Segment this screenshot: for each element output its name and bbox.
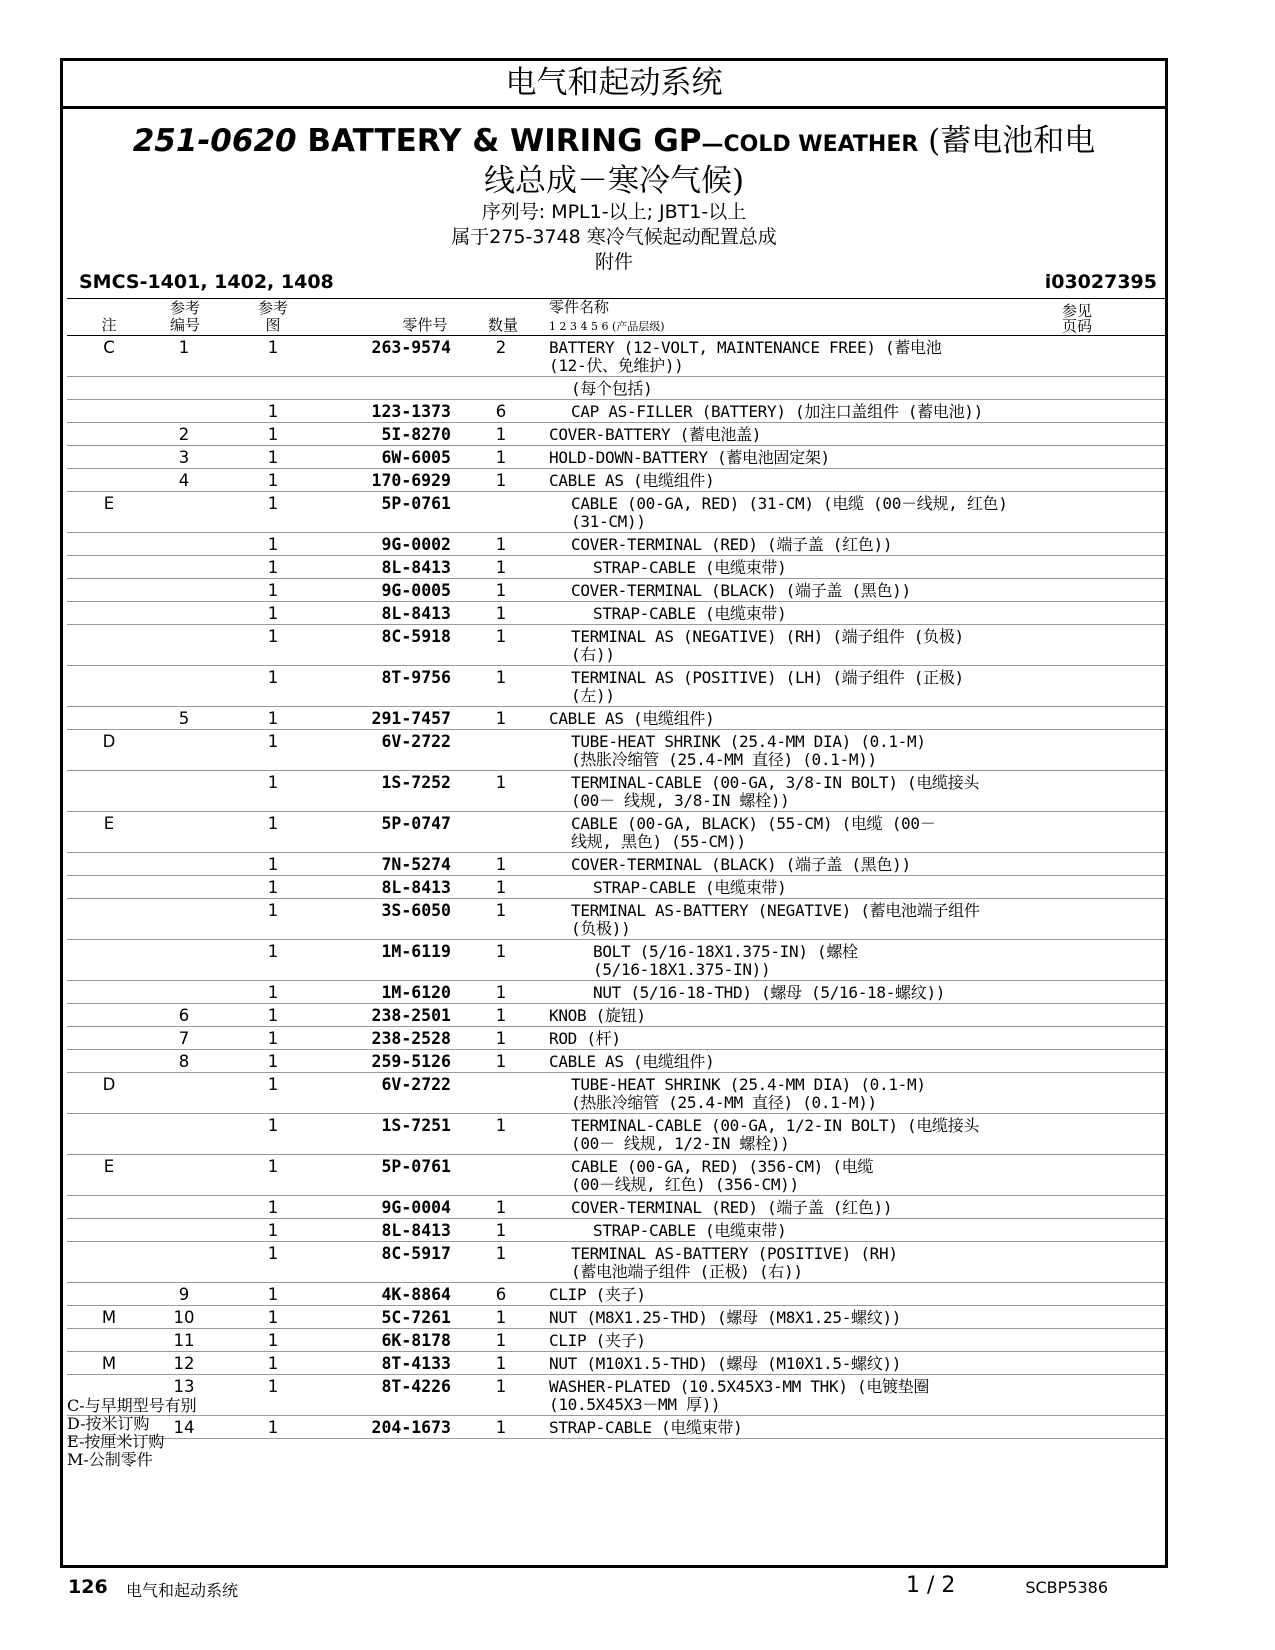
row-qty: 1 [495,1116,507,1135]
legend-item: E-按厘米订购 [67,1432,165,1451]
row-qty: 1 [495,878,507,897]
legend-item: D-按米订购 [67,1414,150,1433]
header-page-2: 页码 [1061,317,1092,335]
row-qty: 1 [495,1029,507,1048]
row-qty: 1 [495,1052,507,1071]
row-ref-no: 11 [173,1331,195,1350]
row-qty: 1 [495,448,507,467]
row-description [549,774,1085,810]
header-ref-no-2: 编号 [169,316,200,334]
row-fig: 1 [267,1377,279,1396]
row-part-number: 9G-0002 [381,535,451,554]
row-part-number: 5P-0761 [381,1157,451,1176]
row-description [549,403,1085,421]
row-description [549,1355,1085,1373]
header-fig-2: 图 [265,316,281,334]
table-row [67,1375,1165,1416]
row-description-line1: HOLD-DOWN-BATTERY (蓄电池固定架) [549,448,830,467]
row-fig: 1 [267,425,279,444]
row-description-line2: (31-CM)) [571,512,646,531]
row-fig: 1 [267,732,279,751]
row-part-number: 3S-6050 [381,901,451,920]
row-description [549,1222,1085,1240]
row-ref-no: 3 [178,448,190,467]
row-fig: 1 [267,581,279,600]
row-note: D [102,1075,116,1094]
row-qty: 1 [495,1377,507,1396]
row-fig: 1 [267,1052,279,1071]
row-description-line2: (右)) [571,645,615,664]
row-part-number: 8L-8413 [381,878,451,897]
table-row [67,625,1165,666]
table-row [67,666,1165,707]
row-part-number: 9G-0005 [381,581,451,600]
row-part-number: 8L-8413 [381,604,451,623]
row-description-line2: (00－ 线规, 3/8-IN 螺栓)) [571,791,790,810]
row-fig: 1 [267,1029,279,1048]
serial-line: 序列号: MPL1-以上; JBT1-以上 [481,201,747,223]
row-ref-no: 14 [173,1418,195,1437]
row-description [549,1245,1085,1281]
row-qty: 1 [495,1308,507,1327]
row-description-line1: CLIP (夹子) [549,1285,646,1304]
row-description [549,582,1085,600]
row-part-number: 291-7457 [371,709,451,728]
row-description [549,815,1085,851]
row-note: E [103,494,115,513]
row-qty: 1 [495,855,507,874]
row-description-line2: 线规, 黑色) (55-CM)) [571,832,746,851]
table-row [67,469,1165,492]
row-ref-no: 4 [178,471,190,490]
table-row [67,1027,1165,1050]
row-description [549,733,1085,769]
row-fig: 1 [267,535,279,554]
table-row [67,707,1165,730]
row-description-line2: (热胀冷缩管 (25.4-MM 直径) (0.1-M)) [571,1093,877,1112]
table-row [67,400,1165,423]
row-fig: 1 [267,855,279,874]
table-row [67,1114,1165,1155]
row-part-number: 6K-8178 [381,1331,451,1350]
table-row [67,377,1165,400]
table-row [67,556,1165,579]
row-description-line2: (热胀冷缩管 (25.4-MM 直径) (0.1-M)) [571,750,877,769]
row-qty: 1 [495,535,507,554]
group-suffix: —COLD WEATHER [701,132,919,157]
row-part-number: 9G-0004 [381,1198,451,1217]
row-fig: 1 [267,448,279,467]
row-description-line1: CABLE AS (电缆组件) [549,709,715,728]
row-part-number: 7N-5274 [381,855,451,874]
row-description-line1: STRAP-CABLE (电缆束带) [593,1221,787,1240]
row-note: M [101,1308,117,1327]
row-description [549,1158,1085,1194]
table-row [67,771,1165,812]
row-part-number: 6V-2722 [381,1075,451,1094]
row-fig: 1 [267,709,279,728]
row-part-number: 259-5126 [371,1052,451,1071]
row-description [549,984,1085,1002]
row-description-line1: (每个包括) [571,379,653,398]
table-row [67,1352,1165,1375]
row-description [549,1117,1085,1153]
group-cn-line1: (蓄电池和电 [918,123,1096,159]
row-description-line1: COVER-BATTERY (蓄电池盖) [549,425,762,444]
row-description-line1: COVER-TERMINAL (BLACK) (端子盖 (黑色)) [571,855,911,874]
row-description-line2: (负极)) [571,919,631,938]
table-row [67,533,1165,556]
row-fig: 1 [267,604,279,623]
row-description-line1: COVER-TERMINAL (RED) (端子盖 (红色)) [571,1198,893,1217]
table-row [67,1050,1165,1073]
row-description-line1: CAP AS-FILLER (BATTERY) (加注口盖组件 (蓄电池)) [571,402,983,421]
row-ref-no: 1 [178,338,190,357]
table-row [67,336,1165,377]
row-qty: 1 [495,942,507,961]
row-fig: 1 [267,1157,279,1176]
row-description-line2: (5/16-18X1.375-IN)) [593,960,771,979]
row-description-line1: NUT (5/16-18-THD) (螺母 (5/16-18-螺纹)) [593,983,946,1002]
row-qty: 6 [495,1285,507,1304]
row-description [549,1076,1085,1112]
row-description-line1: COVER-TERMINAL (BLACK) (端子盖 (黑色)) [571,581,911,600]
section-title: 电气和起动系统 [63,61,1165,109]
row-description-line1: CLIP (夹子) [549,1331,646,1350]
row-fig: 1 [267,1221,279,1240]
row-description [549,536,1085,554]
row-description-line1: TERMINAL AS-BATTERY (NEGATIVE) (蓄电池端子组件 [571,901,980,920]
row-qty: 1 [495,1006,507,1025]
page-frame [60,58,1168,1568]
row-qty: 1 [495,901,507,920]
row-description [549,1419,1085,1437]
row-description-line1: WASHER-PLATED (10.5X45X3-MM THK) (电镀垫圈 [549,1377,930,1396]
row-part-number: 8T-4226 [381,1377,451,1396]
row-description-line1: ROD (杆) [549,1029,621,1048]
row-description-line1: STRAP-CABLE (电缆束带) [549,1418,743,1437]
row-fig: 1 [267,1308,279,1327]
row-fig: 1 [267,1116,279,1135]
table-row [67,730,1165,771]
row-description [549,943,1085,979]
row-note: E [103,814,115,833]
table-header [67,299,1165,336]
row-description-line1: BATTERY (12-VOLT, MAINTENANCE FREE) (蓄电池 [549,338,942,357]
row-description [549,1286,1085,1304]
row-description [549,559,1085,577]
row-description-line1: TERMINAL AS (POSITIVE) (LH) (端子组件 (正极) [571,668,964,687]
row-part-number: 5P-0761 [381,494,451,513]
row-part-number: 8L-8413 [381,1221,451,1240]
row-description-line1: COVER-TERMINAL (RED) (端子盖 (红色)) [571,535,893,554]
row-qty: 1 [495,1331,507,1350]
row-description [549,710,1085,728]
header-page-1: 参见 [1061,302,1092,320]
row-description-line1: CABLE (00-GA, BLACK) (55-CM) (电缆 (00－ [571,814,936,833]
row-description [549,1199,1085,1217]
part-of-line: 属于275-3748 寒冷气候起动配置总成 [451,226,777,248]
row-qty: 1 [495,581,507,600]
footer-title: 电气和起动系统 [126,1581,239,1600]
row-description [549,339,1085,375]
row-qty: 1 [495,1418,507,1437]
row-qty: 1 [495,1354,507,1373]
row-part-number: 4K-8864 [381,1285,451,1304]
group-cn-line2: 线总成－寒冷气候) [483,163,745,199]
row-description-line2: (蓄电池端子组件 (正极) (右)) [571,1262,803,1281]
row-ref-no: 6 [178,1006,190,1025]
row-part-number: 204-1673 [371,1418,451,1437]
row-ref-no: 2 [178,425,190,444]
row-fig: 1 [267,558,279,577]
header-qty: 数量 [487,316,518,334]
row-description-line1: TUBE-HEAT SHRINK (25.4-MM DIA) (0.1-M) [571,732,926,751]
row-description [549,1007,1085,1025]
row-qty: 1 [495,668,507,687]
row-qty: 1 [495,983,507,1002]
row-ref-no: 5 [178,709,190,728]
row-part-number: 8T-4133 [381,1354,451,1373]
header-part-name: 零件名称 [549,298,610,316]
group-header [63,109,1165,274]
row-ref-no: 13 [173,1377,195,1396]
row-description [549,902,1085,938]
row-fig: 1 [267,773,279,792]
row-part-number: 5C-7261 [381,1308,451,1327]
row-fig: 1 [267,983,279,1002]
row-description-line1: TERMINAL AS (NEGATIVE) (RH) (端子组件 (负极) [571,627,964,646]
row-description-line1: CABLE AS (电缆组件) [549,1052,715,1071]
table-row [67,423,1165,446]
smcs-codes: SMCS-1401, 1402, 1408 [79,271,334,293]
row-description [549,380,1085,398]
row-part-number: 6W-6005 [381,448,451,467]
row-fig: 1 [267,668,279,687]
row-description-line1: NUT (M8X1.25-THD) (螺母 (M8X1.25-螺纹)) [549,1308,902,1327]
row-part-number: 5P-0747 [381,814,451,833]
row-qty: 1 [495,558,507,577]
row-fig: 1 [267,878,279,897]
row-part-number: 238-2501 [371,1006,451,1025]
row-description-line1: TERMINAL-CABLE (00-GA, 3/8-IN BOLT) (电缆接头 [571,773,980,792]
row-qty: 1 [495,1244,507,1263]
parts-table [67,298,1165,1439]
group-name: BATTERY & WIRING GP [307,123,702,159]
page-number: 126 [68,1576,108,1598]
row-part-number: 170-6929 [371,471,451,490]
row-note: C [103,338,115,357]
row-description-line1: TERMINAL-CABLE (00-GA, 1/2-IN BOLT) (电缆接头 [571,1116,980,1135]
row-fig: 1 [267,1075,279,1094]
row-fig: 1 [267,627,279,646]
row-part-number: 238-2528 [371,1029,451,1048]
row-fig: 1 [267,338,279,357]
row-note: M [101,1354,117,1373]
row-description-line2: (10.5X45X3－MM 厚)) [549,1395,721,1414]
row-description-line1: TERMINAL AS-BATTERY (POSITIVE) (RH) [571,1244,898,1263]
row-part-number: 1S-7251 [381,1116,451,1135]
row-qty: 1 [495,1198,507,1217]
row-part-number: 1M-6120 [381,983,451,1002]
row-note: D [102,732,116,751]
row-fig: 1 [267,402,279,421]
row-fig: 1 [267,901,279,920]
row-description [549,1309,1085,1327]
row-part-number: 5I-8270 [381,425,451,444]
legend [67,1397,197,1469]
row-description-line1: CABLE (00-GA, RED) (31-CM) (电缆 (00－线规, 红色) [571,494,1008,513]
table-row [67,1196,1165,1219]
row-description-line2: (12-伏、免维护)) [549,356,684,375]
row-ref-no: 10 [173,1308,195,1327]
row-description-line1: BOLT (5/16-18X1.375-IN) (螺栓 [593,942,858,961]
header-note: 注 [101,316,117,334]
table-row [67,1073,1165,1114]
table-row [67,492,1165,533]
row-description-line1: STRAP-CABLE (电缆束带) [593,878,787,897]
table-row [67,579,1165,602]
row-part-number: 8L-8413 [381,558,451,577]
row-description [549,1053,1085,1071]
table-row [67,1329,1165,1352]
group-number: 251-0620 [132,123,297,159]
row-description-line1: CABLE (00-GA, RED) (356-CM) (电缆 [571,1157,874,1176]
row-description [549,669,1085,705]
row-description-line1: CABLE AS (电缆组件) [549,471,715,490]
row-part-number: 8T-9756 [381,668,451,687]
legend-item: C-与早期型号有别 [67,1396,197,1415]
table-row [67,1306,1165,1329]
reference-id: i03027395 [1044,271,1157,293]
row-description [549,605,1085,623]
table-row [67,1283,1165,1306]
row-part-number: 1S-7252 [381,773,451,792]
group-title [63,109,1165,200]
row-ref-no: 12 [173,1354,195,1373]
header-levels: 1 2 3 4 5 6 (产品层级) [549,320,665,333]
row-fig: 1 [267,1006,279,1025]
row-fig: 1 [267,471,279,490]
row-note: E [103,1157,115,1176]
row-fig: 1 [267,494,279,513]
table-row [67,602,1165,625]
table-row [67,812,1165,853]
row-description-line2: (左)) [571,686,615,705]
row-part-number: 123-1373 [371,402,451,421]
row-part-number: 8C-5917 [381,1244,451,1263]
row-description [549,495,1085,531]
row-description [549,856,1085,874]
row-description-line1: NUT (M10X1.5-THD) (螺母 (M10X1.5-螺纹)) [549,1354,902,1373]
table-row [67,1416,1165,1439]
row-part-number: 6V-2722 [381,732,451,751]
table-row [67,981,1165,1004]
row-description-line1: STRAP-CABLE (电缆束带) [593,604,787,623]
attach-line: 附件 [594,251,633,273]
row-description [549,879,1085,897]
row-description [549,628,1085,664]
row-description [549,426,1085,444]
row-description [549,1378,1085,1414]
header-part-no: 零件号 [402,316,448,334]
row-description [549,449,1085,467]
row-part-number: 1M-6119 [381,942,451,961]
row-fig: 1 [267,1198,279,1217]
row-qty: 1 [495,604,507,623]
table-row [67,1219,1165,1242]
table-row [67,1155,1165,1196]
row-fig: 1 [267,1418,279,1437]
row-ref-no: 8 [178,1052,190,1071]
row-fig: 1 [267,1331,279,1350]
row-ref-no: 9 [178,1285,190,1304]
row-qty: 1 [495,627,507,646]
row-qty: 6 [495,402,507,421]
row-description-line2: (00－ 线规, 1/2-IN 螺栓)) [571,1134,790,1153]
header-fig-1: 参考 [257,299,288,317]
table-row [67,1004,1165,1027]
table-row [67,1242,1165,1283]
page-fraction: 1 / 2 [906,1573,956,1598]
row-qty: 1 [495,471,507,490]
row-qty: 2 [495,338,507,357]
header-ref-no-1: 参考 [169,299,200,317]
row-fig: 1 [267,1285,279,1304]
row-description [549,472,1085,490]
page-footer [68,1573,1108,1606]
legend-item: M-公制零件 [67,1450,153,1469]
row-fig: 1 [267,942,279,961]
row-description-line1: KNOB (旋钮) [549,1006,646,1025]
row-qty: 1 [495,1221,507,1240]
row-fig: 1 [267,1354,279,1373]
document-number: SCBP5386 [1025,1578,1108,1597]
row-qty: 1 [495,425,507,444]
table-row [67,940,1165,981]
row-qty: 1 [495,709,507,728]
table-row [67,876,1165,899]
row-description-line1: STRAP-CABLE (电缆束带) [593,558,787,577]
table-row [67,853,1165,876]
row-qty: 1 [495,773,507,792]
table-body [67,336,1165,1439]
row-description [549,1030,1085,1048]
row-part-number: 8C-5918 [381,627,451,646]
row-fig: 1 [267,814,279,833]
table-row [67,899,1165,940]
row-fig: 1 [267,1244,279,1263]
row-description-line1: TUBE-HEAT SHRINK (25.4-MM DIA) (0.1-M) [571,1075,926,1094]
row-description-line2: (00－线规, 红色) (356-CM)) [571,1175,799,1194]
table-row [67,446,1165,469]
row-description [549,1332,1085,1350]
row-ref-no: 7 [178,1029,190,1048]
row-part-number: 263-9574 [371,338,451,357]
